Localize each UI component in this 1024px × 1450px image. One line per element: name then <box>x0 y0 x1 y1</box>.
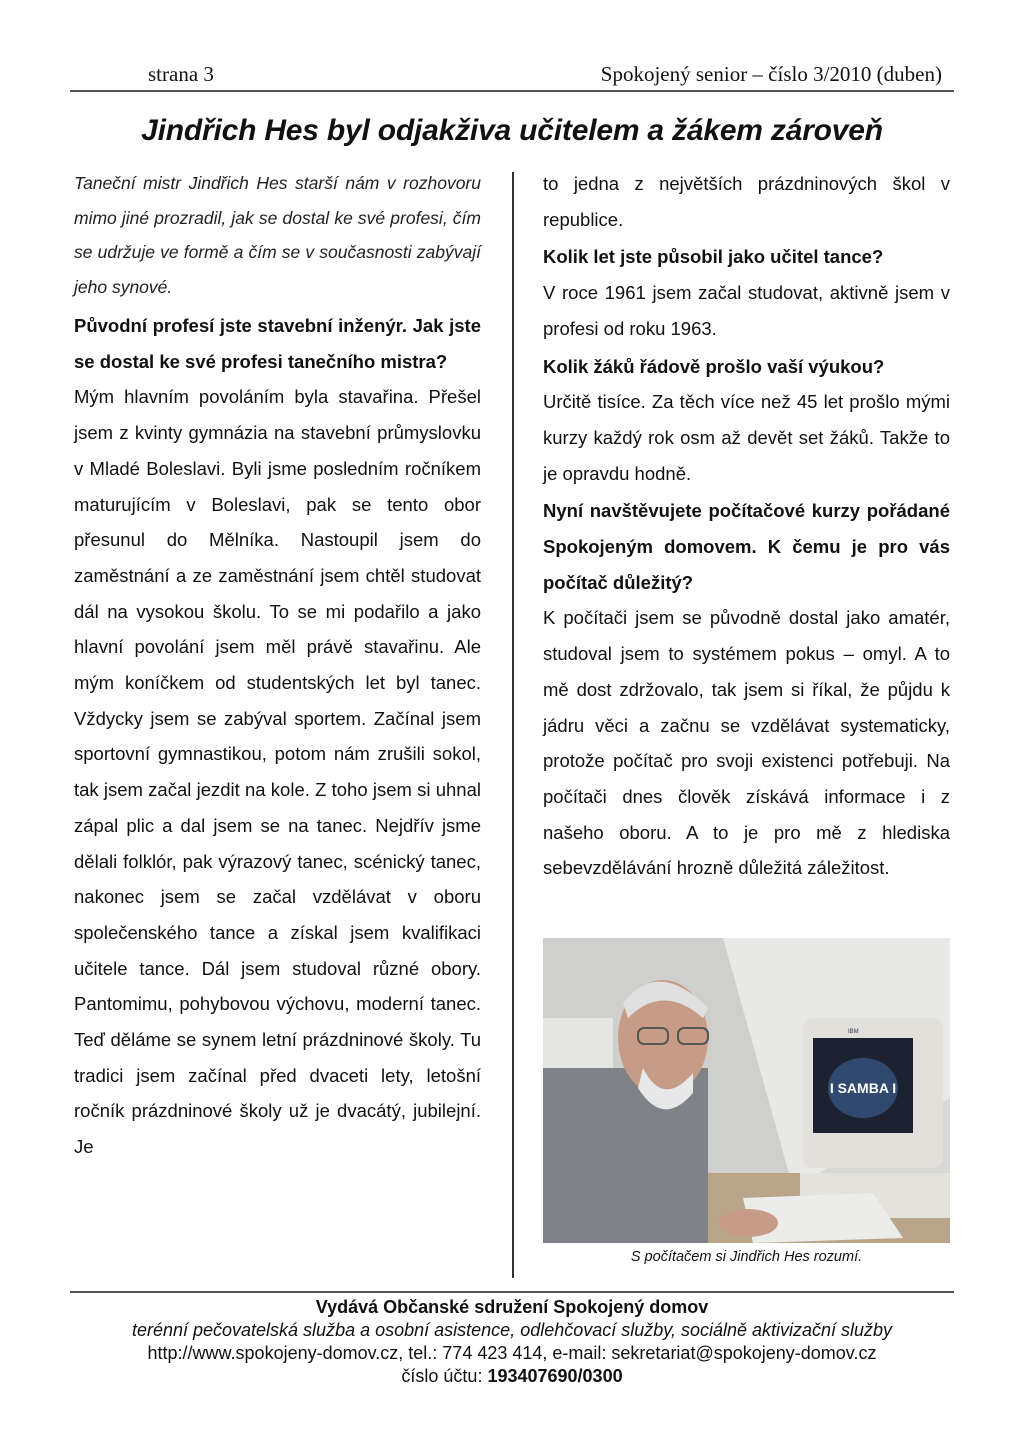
photo-man-at-computer <box>543 938 950 1243</box>
column-divider <box>512 172 514 1278</box>
svg-text:I SAMBA I: I SAMBA I <box>829 1080 897 1096</box>
page-footer <box>70 1291 954 1388</box>
article-column-right <box>543 166 950 886</box>
article-title: Jindřich Hes byl odjakživa učitelem a žákem zároveň <box>141 114 883 147</box>
account-number: 193407690/0300 <box>487 1366 623 1386</box>
article-lead: Taneční mistr Jindřich Hes starší nám v rozhovoru mimo jiné prozradil, jak se dostal ke své profesi, čím se udržuje ve formě a čím se v současnosti zabývají jeho synové. <box>74 173 481 297</box>
footer-account <box>70 1365 954 1388</box>
answer-1: Mým hlavním povoláním byla stavařina. Přešel jsem z kvinty gymnázia na stavební průmyslovku v Mladé Boleslavi. Byli jsme posledním ročníkem maturujícím v Boleslavi, pak se tento obor přesunul do Mělníka. Nastoupil jsem do zaměstnání a ze zaměstnání jsem chtěl studovat dál na vysokou školu. To se mi podařilo a jako hlavní povolání jsem měl právě stavařinu. Ale mým koníčkem od studentských let byl tanec. Vždycky jsem se zabýval sportem. Začínal jsem sportovní gymnastikou, potom nám zrušili sokol, tak jsem začal jezdit na kole. Z toho jsem si uhnal zápal plic a dal jsem se na tanec. Nejdřív jsme dělali folklór, pak výrazový tanec, scénický tanec, nakonec jsem se začal vzdělávat v oboru společenského tance a získal jsem kvalifikaci učitele tance. Dál jsem studoval různé obory. Pantomimu, pohybovou výchovu, moderní tanec. Teď děláme se synem letní prázdninové školy. Tu tradici jsem začínal před dvaceti lety, letošní ročník prázdninové školy už je dvacátý, jubilejní. Je <box>74 386 481 1158</box>
answer-3: Určitě tisíce. Za těch více než 45 let prošlo mými kurzy každý rok osm až devět set žáků. Takže to je opravdu hodně. <box>543 391 950 484</box>
svg-text:IBM: IBM <box>848 1029 859 1035</box>
publication-issue: Spokojený senior – číslo 3/2010 (duben) <box>600 62 942 86</box>
question-1: Původní profesí jste stavební inženýr. Jak jste se dostal ke své profesi tanečního mistra? <box>74 315 481 372</box>
question-3: Kolik žáků řádově prošlo vaší výukou? <box>543 355 885 377</box>
page-header <box>70 60 954 92</box>
article-column-left <box>74 166 481 1165</box>
page-number: strana 3 <box>148 62 214 86</box>
footer-publisher: Vydává Občanské sdružení Spokojený domov <box>315 1297 709 1317</box>
answer-2: V roce 1961 jsem začal studovat, aktivně jsem v profesi od roku 1963. <box>543 282 950 339</box>
photo-caption: S počítačem si Jindřich Hes rozumí. <box>630 1249 863 1265</box>
answer-1-continued: to jedna z největších prázdninových škol v republice. <box>543 173 950 230</box>
question-4: Nyní navštěvujete počítačové kurzy pořádané Spokojeným domovem. K čemu je pro vás počítač důležitý? <box>543 500 950 593</box>
footer-contact: http://www.spokojeny-domov.cz, tel.: 774 423 414, e-mail: sekretariat@spokojeny-domov.cz <box>147 1343 877 1363</box>
answer-4: K počítači jsem se původně dostal jako amatér, studoval jsem to systémem pokus – omyl. A to mě dost zdržovalo, tak jsem si říkal, že půjdu k jádru věci a začnu se vzdělávat systematicky, protože počítač pro svoji existenci potřebuji. Na počítači dnes člověk získává informace i z našeho oboru. A to je pro mě z hlediska sebevzdělávání hrozně důležitá záležitost. <box>543 607 950 879</box>
question-2: Kolik let jste působil jako učitel tance? <box>543 246 884 268</box>
footer-services: terénní pečovatelská služba a osobní asistence, odlehčovací služby, sociálně aktivizační služby <box>131 1320 893 1340</box>
article-photo <box>543 938 950 1243</box>
account-label: číslo účtu: <box>401 1366 488 1386</box>
